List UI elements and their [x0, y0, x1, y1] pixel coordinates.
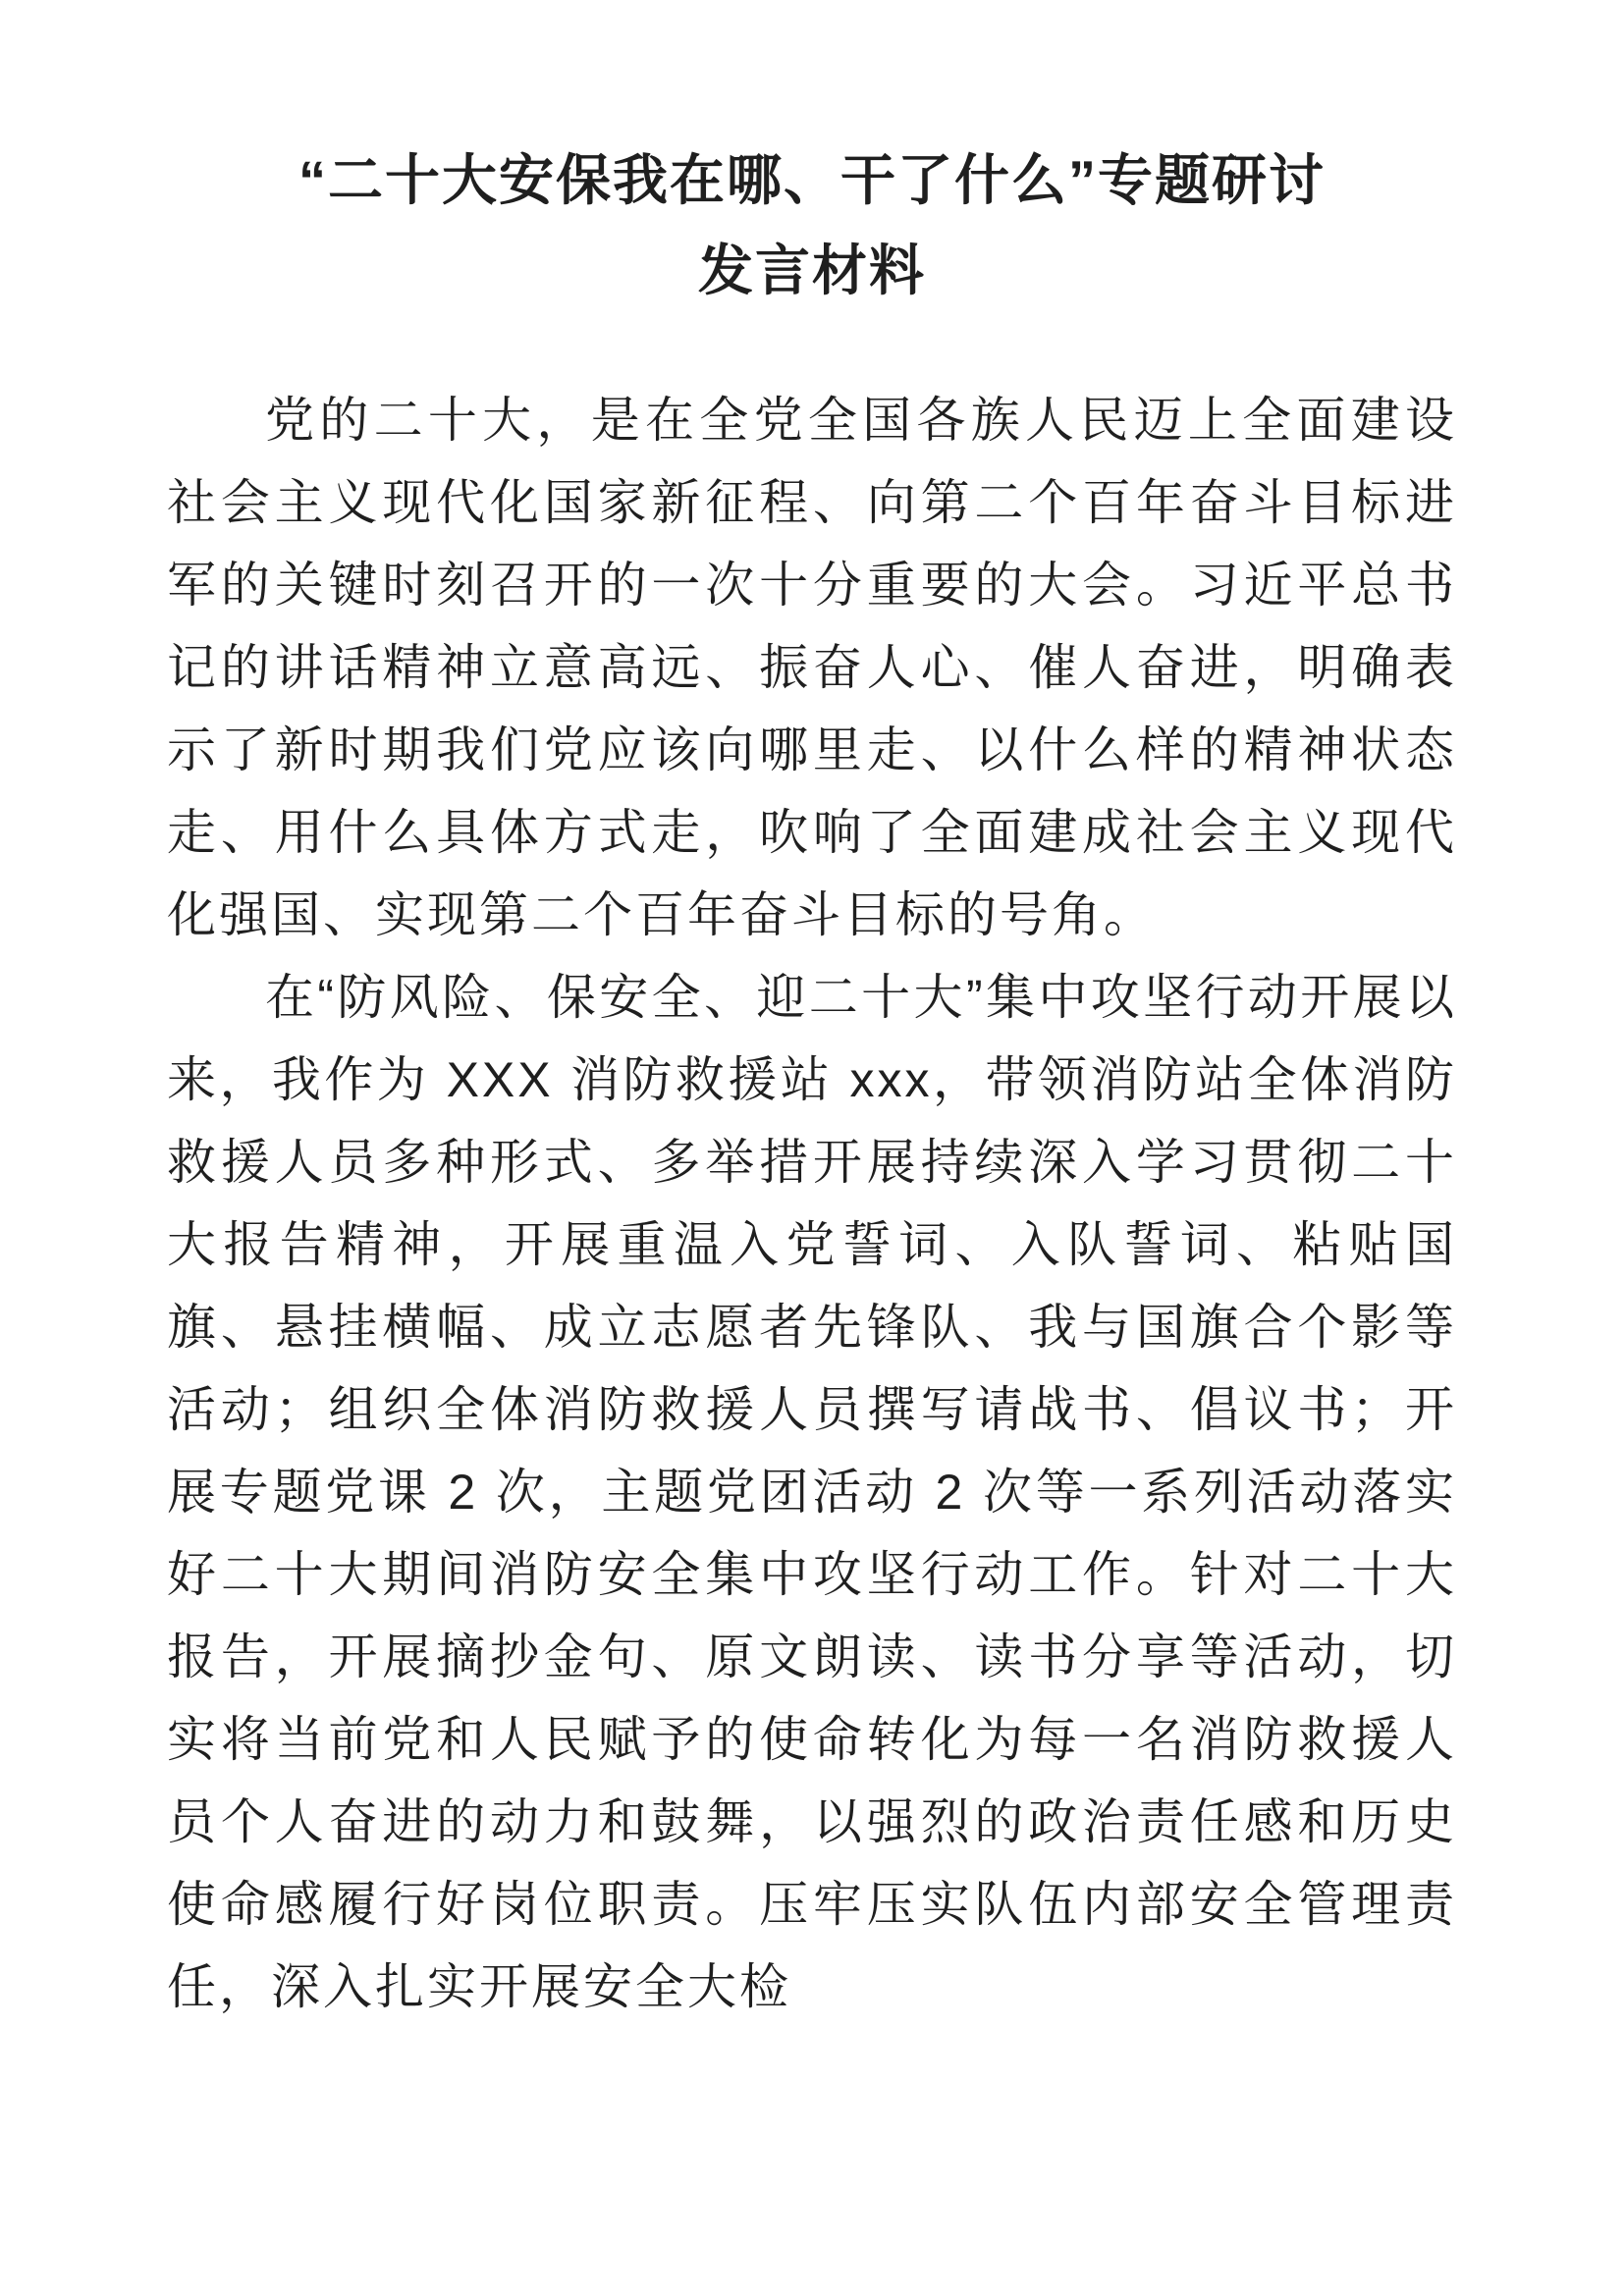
- title-line-2: 发言材料: [698, 240, 926, 301]
- title-line-1: “二十大安保我在哪、干了什么”专题研讨: [298, 149, 1326, 211]
- paragraph-1: 党的二十大，是在全党全国各族人民迈上全面建设社会主义现代化国家新征程、向第二个百年奋斗目标进军的关键时刻召开的一次十分重要的大会。习近平总书记的讲话精神立意高远、振奋人心、催人奋进，明确表示了新时期我们党应该向哪里走、以什么样的精神状态走、用什么具体方式走，吹响了全面建成社会主义现代化强国、实现第二个百年奋斗目标的号角。: [167, 393, 1457, 942]
- document-title: [167, 135, 1457, 316]
- document-body: [167, 379, 1457, 2028]
- paragraph-2: 在“防风险、保安全、迎二十大”集中攻坚行动开展以来，我作为 XXX 消防救援站 xxx，带领消防站全体消防救援人员多种形式、多举措开展持续深入学习贯彻二十大报告精神，开展重温入党誓词、入队誓词、粘贴国旗、悬挂横幅、成立志愿者先锋队、我与国旗合个影等活动；组织全体消防救援人员撰写请战书、倡议书；开展专题党课 2 次，主题党团活动 2 次等一系列活动落实好二十大期间消防安全集中攻坚行动工作。针对二十大报告，开展摘抄金句、原文朗读、读书分享等活动，切实将当前党和人民赋予的使命转化为每一名消防救援人员个人奋进的动力和鼓舞，以强烈的政治责任感和历史使命感履行好岗位职责。压牢压实队伍内部安全管理责任，深入扎实开展安全大检: [167, 970, 1457, 2014]
